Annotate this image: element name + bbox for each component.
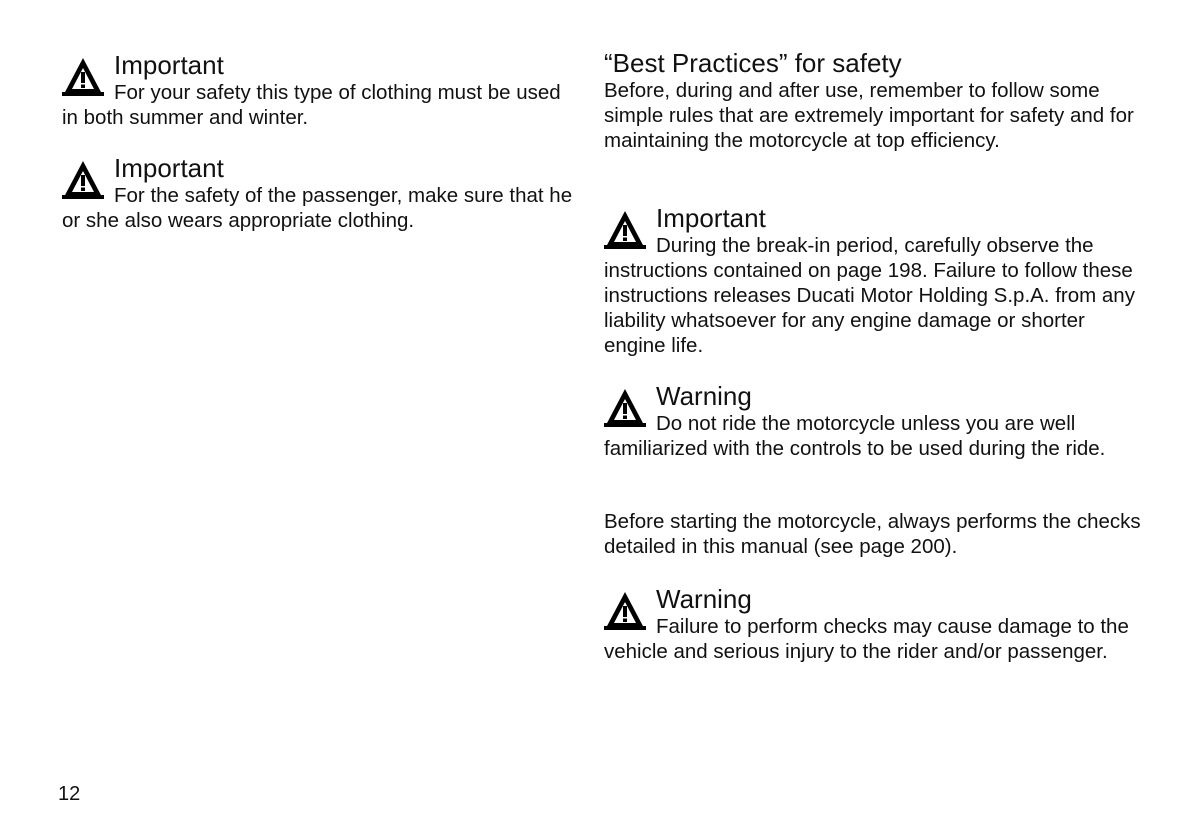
warning-triangle-icon xyxy=(604,209,646,249)
notice-title: Warning xyxy=(656,381,752,411)
page-number: 12 xyxy=(58,783,81,805)
notice-body: Failure to perform checks may cause damage to the vehicle and serious injury to the rider and/or passenger. xyxy=(604,615,1129,663)
notice-title: Important xyxy=(114,153,224,183)
notice-important-break-in xyxy=(604,205,1144,358)
notice-important-clothing xyxy=(62,52,582,130)
warning-triangle-icon xyxy=(62,159,104,199)
notice-warning-controls xyxy=(604,383,1144,461)
notice-body: For the safety of the passenger, make sure that he or she also wears appropriate clothing. xyxy=(62,184,573,232)
notice-title: Warning xyxy=(656,584,752,614)
intro-paragraph: Before, during and after use, remember to follow some simple rules that are extremely important for safety and for maintaining the motorcycle at top efficiency. xyxy=(604,79,1134,152)
section-title: “Best Practices” for safety xyxy=(604,48,902,78)
checks-paragraph: Before starting the motorcycle, always performs the checks detailed in this manual (see page 200). xyxy=(604,510,1141,558)
notice-title: Important xyxy=(114,50,224,80)
warning-triangle-icon xyxy=(62,56,104,96)
notice-body: Do not ride the motorcycle unless you are well familiarized with the controls to be used during the ride. xyxy=(604,412,1106,460)
notice-important-passenger xyxy=(62,155,582,233)
warning-triangle-icon xyxy=(604,387,646,427)
notice-title: Important xyxy=(656,203,766,233)
notice-warning-checks xyxy=(604,586,1144,664)
notice-body: For your safety this type of clothing must be used in both summer and winter. xyxy=(62,81,561,129)
notice-body: During the break-in period, carefully observe the instructions contained on page 198. Failure to follow these instructions releases Ducati Motor Holding S.p.A. from any liability whatsoever for any engine damage or shorter engine life. xyxy=(604,234,1135,357)
warning-triangle-icon xyxy=(604,590,646,630)
